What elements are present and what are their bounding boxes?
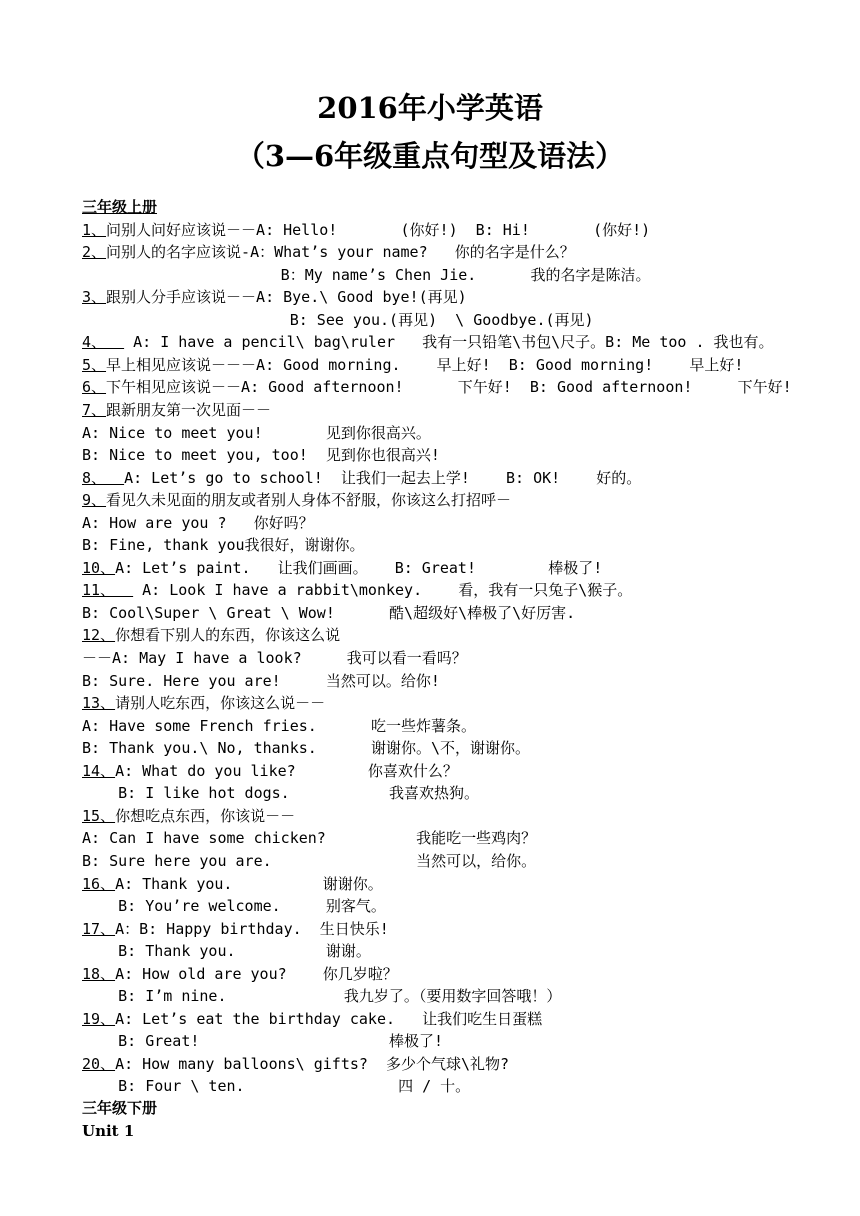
text-line (82, 400, 271, 420)
line-text: 跟新朋友第一次见面－－ (106, 401, 272, 419)
text-line (82, 828, 536, 848)
line-text: B: Four \ ten. 四 / 十。 (82, 1077, 471, 1095)
text-line (82, 603, 575, 623)
text-line (82, 1076, 470, 1096)
line-text: A: What do you like? 你喜欢什么？ (115, 762, 458, 780)
item-number: 18、 (82, 965, 116, 983)
line-text: B: I like hot dogs. 我喜欢热狗。 (82, 784, 480, 802)
line-text: 请别人吃东西，你该这么说－－ (115, 694, 326, 712)
line-text: 问别人的名字应该说-A：What’s your name? 你的名字是什么？ (106, 243, 575, 261)
line-text: A: Let’s eat the birthday cake. 让我们吃生日蛋糕 (115, 1010, 543, 1028)
text-line (82, 986, 561, 1006)
text-line (82, 332, 774, 352)
text-line (82, 1054, 509, 1074)
item-number: 16、 (82, 875, 116, 893)
line-text: B: See you.(再见) \ Goodbye.(再见) (82, 311, 594, 329)
text-line (82, 377, 792, 397)
line-text: 你想看下别人的东西，你该这么说 (115, 626, 341, 644)
text-line (82, 355, 743, 375)
text-line (82, 851, 536, 871)
text-line (82, 1009, 542, 1029)
line-text: B: Thank you.\ No, thanks. 谢谢你。\不，谢谢你。 (82, 739, 531, 757)
text-line (82, 783, 479, 803)
line-text: A: Thank you. 谢谢你。 (115, 875, 383, 893)
line-text: B: Sure here you are. 当然可以，给你。 (82, 852, 537, 870)
line-text: A: How old are you? 你几岁啦？ (115, 965, 398, 983)
line-text: 早上相见应该说－－－A: Good morning. 早上好! B: Good morning! 早上好! (106, 356, 744, 374)
line-text: A: How many balloons\ gifts? 多少个气球\礼物? (115, 1055, 510, 1073)
text-line (82, 580, 632, 600)
text-line (82, 558, 602, 578)
item-number: 13、 (82, 694, 116, 712)
text-line (82, 468, 641, 488)
line-text: B: I’m nine. 我九岁了。（要用数字回答哦！） (82, 987, 562, 1005)
line-text: A: Look I have a rabbit\monkey. 看，我有一只兔子\猴子。 (133, 581, 633, 599)
item-number: 12、 (82, 626, 116, 644)
text-line (82, 761, 458, 781)
text-line (82, 625, 340, 645)
text-line (82, 716, 476, 736)
line-text: A: Let’s paint. 让我们画画。 B: Great! 棒极了! (115, 559, 603, 577)
line-text: A: How are you ? 你好吗？ (82, 514, 314, 532)
line-text: A: Nice to meet you! 见到你很高兴。 (82, 424, 431, 442)
item-number: 20、 (82, 1055, 116, 1073)
text-line (82, 445, 440, 465)
line-text: B: You’re welcome. 别客气。 (82, 897, 386, 915)
line-text: B：My name’s Chen Jie. 我的名字是陈洁。 (82, 266, 651, 284)
item-number: 3、 (82, 288, 107, 306)
line-text: 问别人问好应该说－－A: Hello! (你好!) B: Hi! (你好!) (106, 221, 651, 239)
text-line (82, 490, 511, 510)
line-text: －－A: May I have a look? 我可以看一看吗？ (82, 649, 467, 667)
item-number: 14、 (82, 762, 116, 780)
item-number: 8、 (82, 469, 125, 487)
text-line (82, 310, 594, 330)
text-line (82, 287, 467, 307)
text-line (82, 964, 398, 984)
text-line (82, 220, 650, 240)
item-number: 11、 (82, 581, 134, 599)
text-line (82, 513, 314, 533)
item-number: 6、 (82, 378, 107, 396)
line-text: A: I have a pencil\ bag\ruler 我有一只铅笔\书包\尺子。B: Me too . 我也有。 (124, 333, 774, 351)
line-text: A：B: Happy birthday. 生日快乐! (115, 920, 389, 938)
text-line (82, 671, 440, 691)
item-number: 15、 (82, 807, 116, 825)
text-line (82, 896, 386, 916)
line-text: 你想吃点东西，你该说－－ (115, 807, 296, 825)
text-line (82, 874, 383, 894)
section-heading-grade3-first (82, 197, 157, 217)
unit-heading: Unit 1 (82, 1122, 135, 1140)
line-text: B: Nice to meet you, too! 见到你也很高兴! (82, 446, 440, 464)
item-number: 4、 (82, 333, 125, 351)
item-number: 17、 (82, 920, 116, 938)
line-text: 下午相见应该说－－A: Good afternoon! 下午好! B: Good afternoon! 下午好! (106, 378, 792, 396)
text-line (82, 265, 650, 285)
text-line (82, 242, 575, 262)
text-line (82, 919, 389, 939)
document-title: 2016年小学英语 (317, 91, 543, 125)
document-subtitle: （3—6年级重点句型及语法） (235, 139, 625, 173)
line-text: A: Have some French fries. 吃一些炸薯条。 (82, 717, 476, 735)
text-line (82, 806, 295, 826)
line-text: 看见久未见面的朋友或者别人身体不舒服，你该这么打招呼－ (106, 491, 512, 509)
text-line (82, 1031, 443, 1051)
line-text: B: Cool\Super \ Great \ Wow! 酷\超级好\棒极了\好厉害. (82, 604, 576, 622)
section-heading-grade3-second: 三年级下册 (82, 1099, 158, 1117)
text-line (82, 648, 467, 668)
text-line (82, 535, 365, 555)
item-number: 2、 (82, 243, 107, 261)
item-number: 7、 (82, 401, 107, 419)
item-number: 9、 (82, 491, 107, 509)
item-number: 19、 (82, 1010, 116, 1028)
line-text: A: Can I have some chicken? 我能吃一些鸡肉？ (82, 829, 537, 847)
line-text: 跟别人分手应该说－－A: Bye.\ Good bye!(再见) (106, 288, 467, 306)
text-line (82, 693, 325, 713)
text-line (82, 738, 530, 758)
line-text: B: Fine, thank you我很好，谢谢你。 (82, 536, 365, 554)
line-text: B: Great! 棒极了! (82, 1032, 444, 1050)
line-text: B: Sure. Here you are! 当然可以。给你! (82, 672, 440, 690)
section-heading-label: 三年级上册 (82, 198, 158, 216)
line-text: B: Thank you. 谢谢。 (82, 942, 371, 960)
text-line (82, 423, 431, 443)
item-number: 10、 (82, 559, 116, 577)
text-line (82, 941, 371, 961)
line-text: A: Let’s go to school! 让我们一起去上学! B: OK! 好的。 (124, 469, 642, 487)
item-number: 5、 (82, 356, 107, 374)
item-number: 1、 (82, 221, 107, 239)
